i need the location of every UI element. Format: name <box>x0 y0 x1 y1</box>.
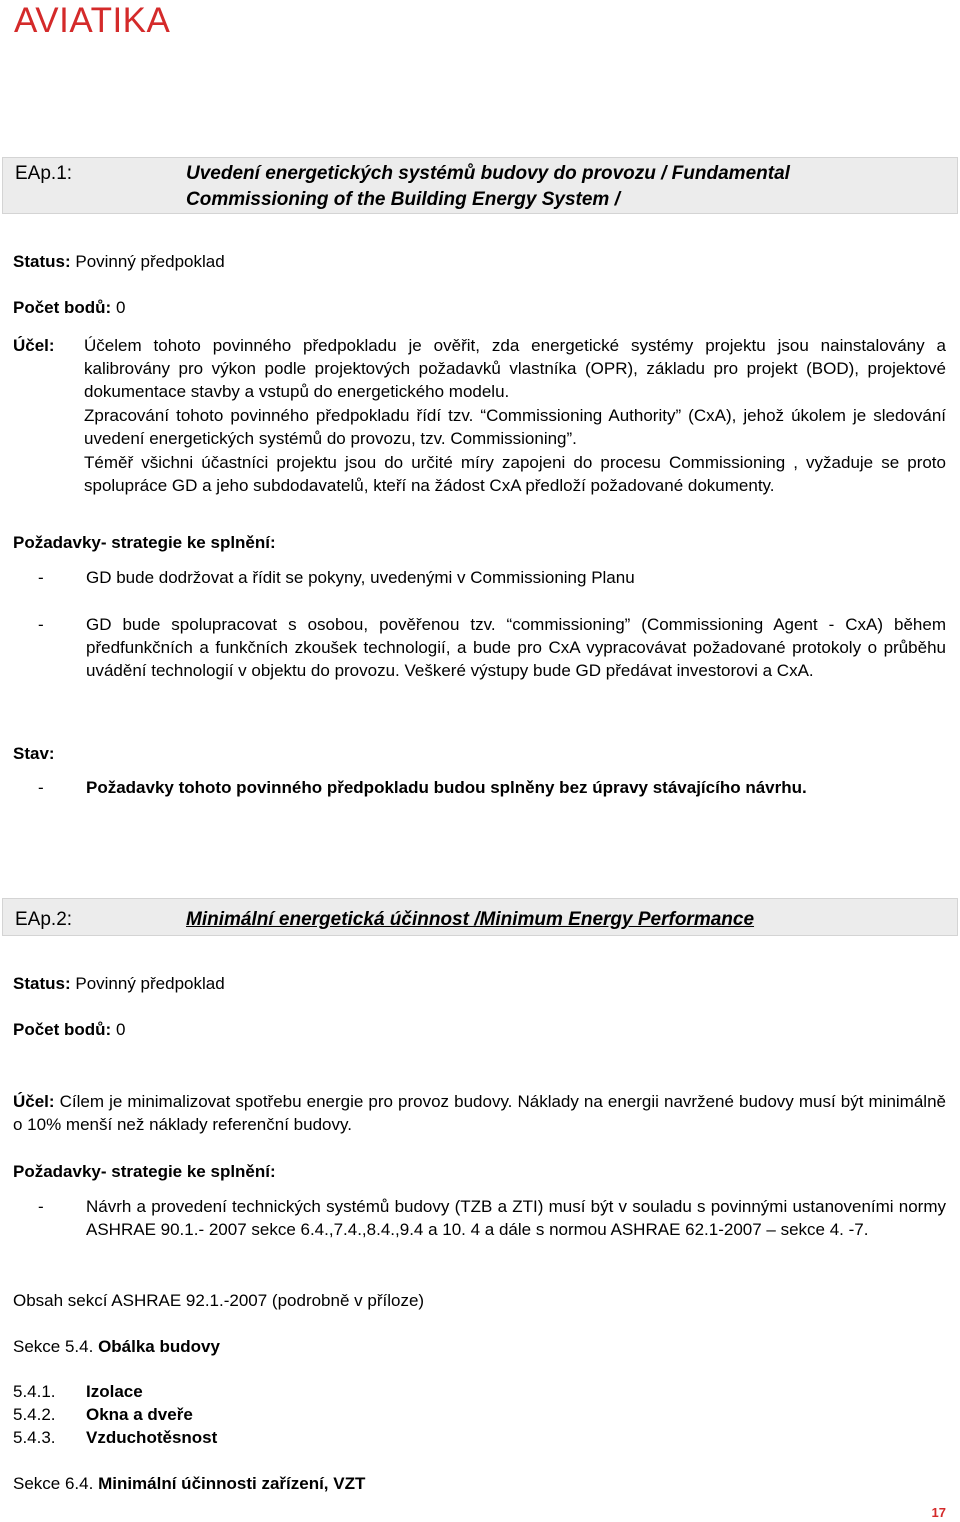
section-6-4 <box>13 1472 946 1495</box>
points-line <box>13 1018 946 1041</box>
requirement-item: Návrh a provedení technických systémů budovy (TZB a ZTI) musí být v souladu s povinnými ustanoveními normy ASHRAE 90.1.- 2007 sekce 6.4.,7.4.,8.4.,9.4 a 10. 4 a dále s normou ASHRAE 62.1-2007 – sekce 4. -7. <box>86 1197 946 1239</box>
subsection-number: 5.4.2. <box>13 1405 56 1424</box>
state-item: Požadavky tohoto povinného předpokladu budou splněny bez úpravy stávajícího návrhu. <box>86 778 807 797</box>
purpose-label: Účel: <box>13 336 55 355</box>
subsection-number: 5.4.3. <box>13 1428 56 1447</box>
points-value: 0 <box>115 298 126 317</box>
status-label: Status: <box>13 974 71 993</box>
page-number: 17 <box>931 1505 946 1520</box>
points-value: 0 <box>115 1020 126 1039</box>
purpose-paragraph-1: Účelem tohoto povinného předpokladu je ověřit, zda energetické systémy projektu jsou nainstalovány a kalibrovány pro výkon podle projektových požadavků vlastníka (OPR), základu pro projekt (BOD), projektové dokumentace stavby a vstupů do energetického modelu. <box>84 336 946 401</box>
subsection-label: Izolace <box>86 1382 143 1401</box>
bullet-dash: - <box>38 615 44 634</box>
purpose-label: Účel: <box>13 1092 55 1111</box>
status-line <box>13 972 946 995</box>
purpose-paragraph <box>13 1090 946 1136</box>
status-line <box>13 250 946 273</box>
status-value: Povinný předpoklad <box>75 974 225 993</box>
section-header-eap2 <box>2 898 958 936</box>
section-title: Uvedení energetických systémů budovy do provozu / Fundamental Commissioning of the Building Energy System / <box>186 163 790 210</box>
bullet-dash: - <box>38 778 44 797</box>
subsection-label: Okna a dveře <box>86 1405 193 1424</box>
status-value: Povinný předpoklad <box>75 252 225 271</box>
requirements-label: Požadavky- strategie ke splnění: <box>13 533 276 552</box>
subsection-number: 5.4.1. <box>13 1382 56 1401</box>
subsection-label: Vzduchotěsnost <box>86 1428 218 1447</box>
contents-line: Obsah sekcí ASHRAE 92.1.-2007 (podrobně v příloze) <box>13 1291 425 1310</box>
purpose-paragraph-3: Téměř všichni účastníci projektu jsou do určité míry zapojeni do procesu Commissioning , vyžaduje se proto spolupráce GD a jeho subdodavatelů, kteří na žádost CxA předloží požadované dokumenty. <box>84 453 946 495</box>
section-title: Minimální účinnosti zařízení, VZT <box>98 1474 366 1493</box>
requirement-item-1: GD bude dodržovat a řídit se pokyny, uvedenými v Commissioning Planu <box>86 568 635 587</box>
section-code: EAp.1: <box>15 163 73 184</box>
state-label: Stav: <box>13 744 55 763</box>
requirements-label: Požadavky- strategie ke splnění: <box>13 1162 276 1181</box>
section-title: Minimální energetická účinnost /Minimum Energy Performance <box>186 909 755 930</box>
section-prefix: Sekce 6.4. <box>13 1474 94 1493</box>
section-prefix: Sekce 5.4. <box>13 1337 94 1356</box>
section-5-4 <box>13 1335 946 1358</box>
status-label: Status: <box>13 252 71 271</box>
section-code: EAp.2: <box>15 909 73 930</box>
requirement-item-2: GD bude spolupracovat s osobou, pověřenou tzv. “commissioning” (Commissioning Agent - CxA) během předfunkčních a funkčních zkoušek technologií, a bude pro CxA vypracovávat požadované protokoly o průběhu uvádění technologií v objektu do provozu. Veškeré výstupy bude GD předávat investorovi a CxA. <box>86 615 946 680</box>
points-label: Počet bodů: <box>13 1020 112 1039</box>
section-header-eap1 <box>2 157 958 214</box>
brand-logo-text: AVIATIKA <box>14 1 171 40</box>
purpose-text: Cílem je minimalizovat spotřebu energie pro provoz budovy. Náklady na energii navržené budovy musí být minimálně o 10% menší než náklady referenční budovy. <box>13 1092 946 1134</box>
purpose-paragraph-2: Zpracování tohoto povinného předpokladu řídí tzv. “Commissioning Authority” (CxA), jehož úkolem je sledování uvedení energetických systémů do provozu, tzv. Commissioning”. <box>84 406 946 448</box>
bullet-dash: - <box>38 1197 44 1216</box>
bullet-dash: - <box>38 568 44 587</box>
points-line <box>13 296 946 319</box>
section-title: Obálka budovy <box>98 1337 220 1356</box>
points-label: Počet bodů: <box>13 298 112 317</box>
